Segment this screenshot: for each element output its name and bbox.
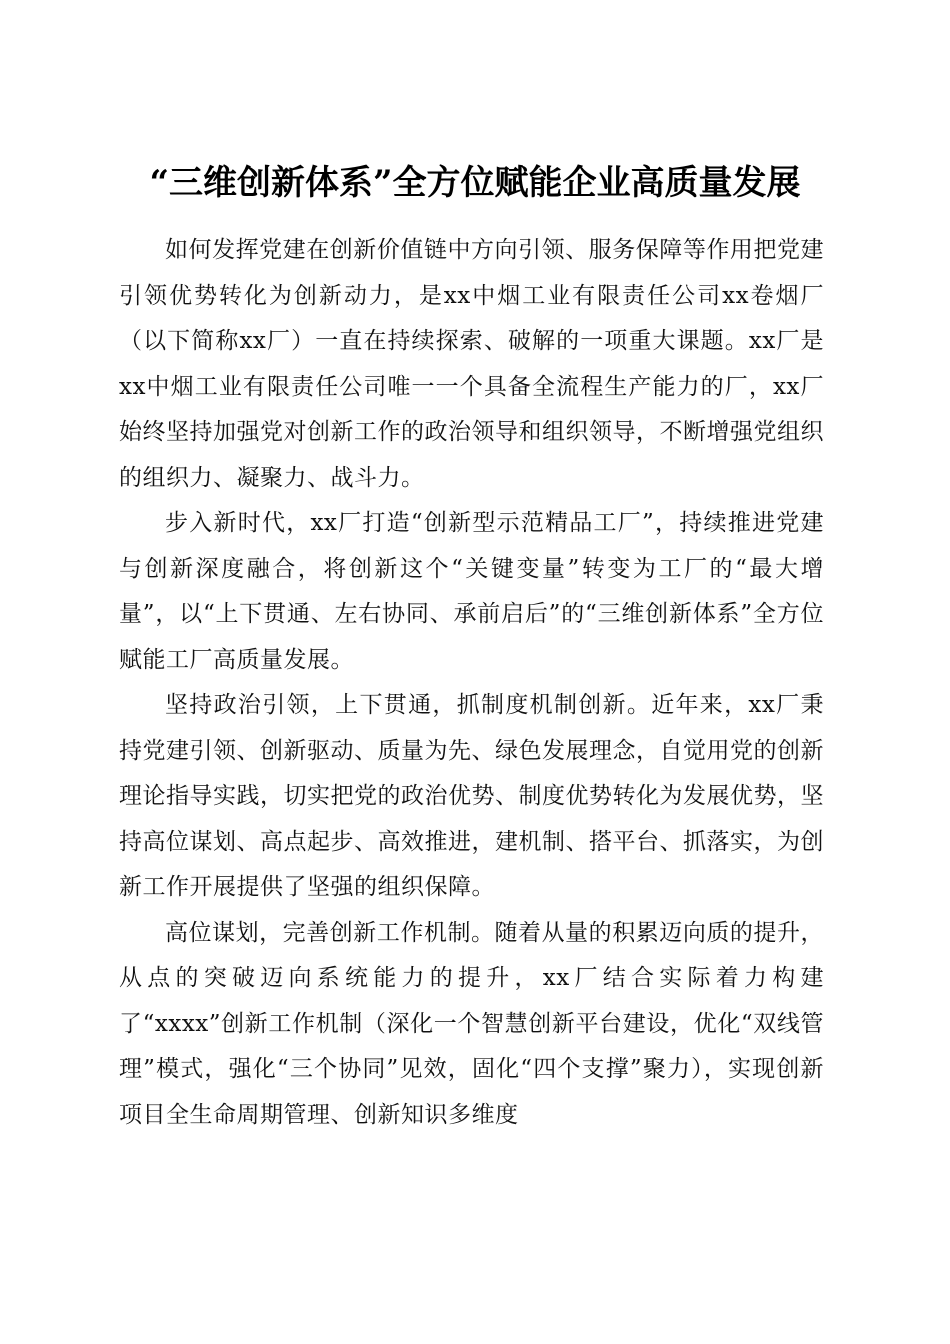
paragraph-innovation-mechanism: 高位谋划，完善创新工作机制。随着从量的积累迈向质的提升，从点的突破迈向系统能力的提升，xx厂结合实际着力构建了“xxxx”创新工作机制（深化一个智慧创新平台建设，优化“双线管理”模式，强化“三个协同”见效，固化“四个支撑”聚力），实现创新项目全生命周期管理、创新知识多维度	[119, 919, 824, 1128]
document-body	[119, 228, 824, 1138]
paragraph-political-leadership: 坚持政治引领，上下贯通，抓制度机制创新。近年来，xx厂秉持党建引领、创新驱动、质量为先、绿色发展理念，自觉用党的创新理论指导实践，切实把党的政治优势、制度优势转化为发展优势，坚持高位谋划、高点起步、高效推进，建机制、搭平台、抓落实，为创新工作开展提供了坚强的组织保障。	[119, 692, 824, 900]
paragraph-intro: 如何发挥党建在创新价值链中方向引领、服务保障等作用把党建引领优势转化为创新动力，是xx中烟工业有限责任公司xx卷烟厂（以下简称xx厂）一直在持续探索、破解的一项重大课题。xx厂是xx中烟工业有限责任公司唯一一个具备全流程生产能力的厂，xx厂始终坚持加强党对创新工作的政治领导和组织领导，不断增强党组织的组织力、凝聚力、战斗力。	[119, 237, 824, 491]
document-title: “三维创新体系”全方位赋能企业高质量发展	[149, 162, 801, 203]
paragraph-new-era: 步入新时代，xx厂打造“创新型示范精品工厂”，持续推进党建与创新深度融合，将创新这个“关键变量”转变为工厂的“最大增量”，以“上下贯通、左右协同、承前启后”的“三维创新体系”全方位赋能工厂高质量发展。	[119, 510, 824, 673]
